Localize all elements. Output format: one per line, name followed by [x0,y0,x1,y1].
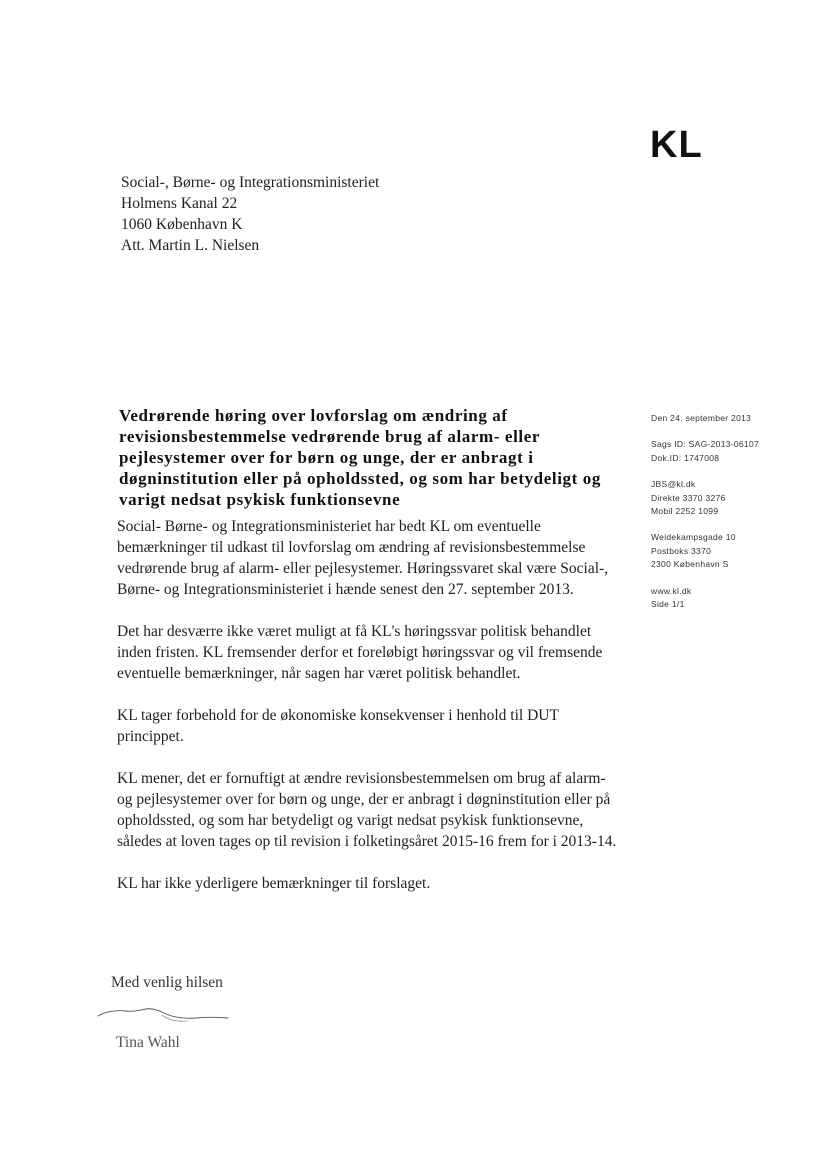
letter-meta-sidebar [651,412,811,611]
letter-body [117,516,617,915]
recipient-line: Holmens Kanal 22 [121,195,238,212]
document-id: Dok.ID: 1747008 [651,452,720,463]
recipient-line: Att. Martin L. Nielsen [121,237,260,254]
contact-direct-phone: Direkte 3370 3276 [651,492,726,503]
case-id: Sags ID: SAG-2013-06107 [651,439,760,450]
website: www.kl.dk [651,585,692,596]
address-street: Weidekampsgade 10 [651,532,736,543]
body-paragraph: Social- Børne- og Integrationsministeriet har bedt KL om eventuelle bemærkninger til udkast til lovforslag om ændring af revisionsbestemmelse vedrørende brug af alarm- eller pejlesystemer. Høringssvaret skal være Social-, Børne- og Integrationsministeriet i hænde senest den 27. september 2013. [117,518,609,598]
logo-text: KL [650,124,703,166]
subject-heading: Vedrørende høring over lovforslag om ændring af revisionsbestemmelse vedrørende brug af alarm- eller pejlesystemer over for børn og unge, der er anbragt i døgninstitution eller på opholdssted, og som har betydeligt og varigt nedsat psykisk funktionsevne [119,406,601,509]
kl-logo [650,120,740,170]
body-paragraph: KL har ikke yderligere bemærkninger til forslaget. [117,875,431,892]
closing-greeting: Med venlig hilsen [111,974,223,991]
address-postbox: Postboks 3370 [651,545,712,556]
contact-email: JBS@kl.dk [651,479,696,490]
body-paragraph: Det har desværre ikke været muligt at få KL's høringssvar politisk behandlet inden fristen. KL fremsender derfor et foreløbigt høringssvar og vil fremsende eventuelle bemærkninger, når sagen har været politisk behandlet. [117,623,603,682]
recipient-line: Social-, Børne- og Integrationsministeriet [121,174,380,191]
handwritten-signature [92,1002,232,1032]
page-number: Side 1/1 [651,599,685,610]
address-city: 2300 København S [651,559,729,570]
recipient-line: 1060 København K [121,216,243,233]
contact-mobile-phone: Mobil 2252 1099 [651,506,719,517]
recipient-address [121,172,379,256]
letter-date: Den 24. september 2013 [651,413,752,423]
signer-name: Tina Wahl [116,1034,180,1051]
body-paragraph: KL mener, det er fornuftigt at ændre revisionsbestemmelsen om brug af alarm- og pejlesystemer over for børn og unge, der er anbragt i døgninstitution eller på opholdssted, og som har betydeligt og varigt nedsat psykisk funktionsevne, således at loven tages op til revision i folketingsåret 2015-16 frem for i 2013-14. [117,770,617,850]
body-paragraph: KL tager forbehold for de økonomiske konsekvenser i henhold til DUT princippet. [117,707,559,745]
